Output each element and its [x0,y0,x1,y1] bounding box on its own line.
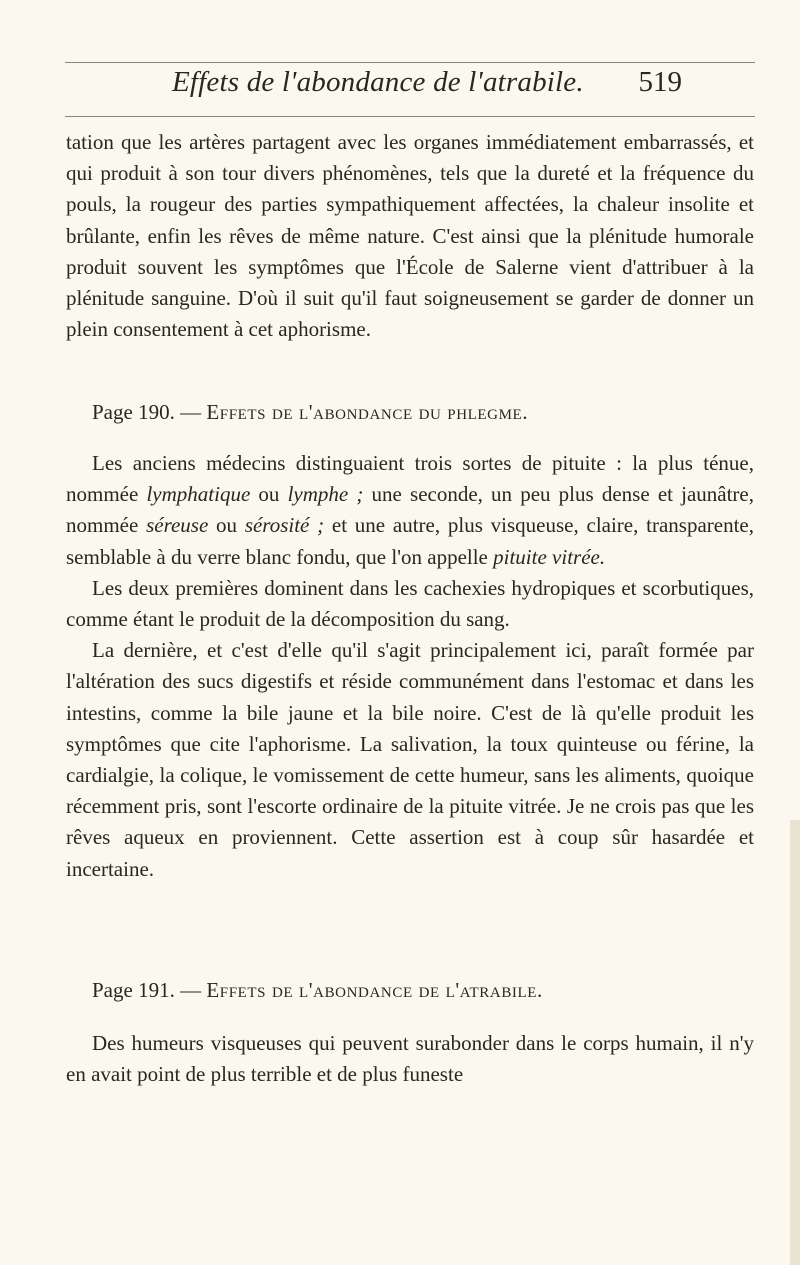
text-run: et une autre, plus visqueuse, claire, transparente, semblable à du verre blanc fondu, que l'on appelle [66,513,754,569]
text-run: une seconde, un peu plus dense et jaunâtre, nommée [66,482,754,538]
section-page-ref: Page 190. — [92,400,207,424]
header-rule-bottom [65,116,755,117]
term-serosite: sérosité ; [244,513,325,538]
section-title: Effets de l'abondance du phlegme. [206,400,529,424]
page-number: 519 [638,66,682,98]
section-heading-phlegme [92,397,528,427]
paragraph-derniere: La dernière, et c'est d'elle qu'il s'agit principalement ici, paraît formée par l'altération des sucs digestifs et réside communément dans l'estomac et dans les intestins, comme la bile jaune et la bile noire. C'est de là qu'elle produit les symptômes que cite l'aphorisme. La salivation, la toux quinteuse ou férine, la cardialgie, la colique, le vomissement de cette humeur, sans les aliments, quoique récemment pris, sont l'escorte ordinaire de la pituite vitrée. Je ne crois pas que les rêves aqueux en proviennent. Cette assertion est à coup sûr hasardée et incertaine. [66,638,754,881]
paragraph-continuation: tation que les artères partagent avec les organes immédiatement embarrassés, et qui produit à son tour divers phénomènes, tels que la dureté et la fréquence du pouls, la rougeur des parties sympathiquement affectées, la chaleur insolite et brûlante, enfin les rêves de même nature. C'est ainsi que la plénitude humorale produit souvent les symptômes que l'École de Salerne vient d'attribuer à la plénitude sanguine. D'où il suit qu'il faut soigneusement se garder de donner un plein consentement à cet aphorisme. [66,130,754,342]
paragraph-humeurs: Des humeurs visqueuses qui peuvent surabonder dans le corps humain, il n'y en avait point de plus terrible et de plus funeste [66,1031,754,1087]
section-body-phlegme [66,448,754,885]
running-header [172,66,682,110]
section-page-ref: Page 191. — [92,978,207,1002]
header-rule-top [65,62,755,63]
paragraph-pituite-types [66,448,754,573]
term-sereuse: séreuse [146,513,209,538]
term-lymphe: lymphe ; [287,482,364,507]
page-edge-shadow [790,820,800,1265]
section-title: Effets de l'abondance de l'atrabile. [206,978,543,1002]
text-run: ou [250,482,288,507]
text-run: Les anciens médecins distinguaient trois sortes de pituite : la plus ténue, nommée [66,451,754,507]
term-lymphatique: lymphatique [146,482,251,507]
term-pituite-vitree: pituite vitrée. [493,544,606,569]
running-title: Effets de l'abondance de l'atrabile. [172,66,584,98]
paragraph-cachexies: Les deux premières dominent dans les cachexies hydropiques et scorbutiques, comme étant le produit de la décomposition du sang. [66,575,754,632]
text-run: ou [208,513,245,538]
section-heading-atrabile [92,975,543,1005]
